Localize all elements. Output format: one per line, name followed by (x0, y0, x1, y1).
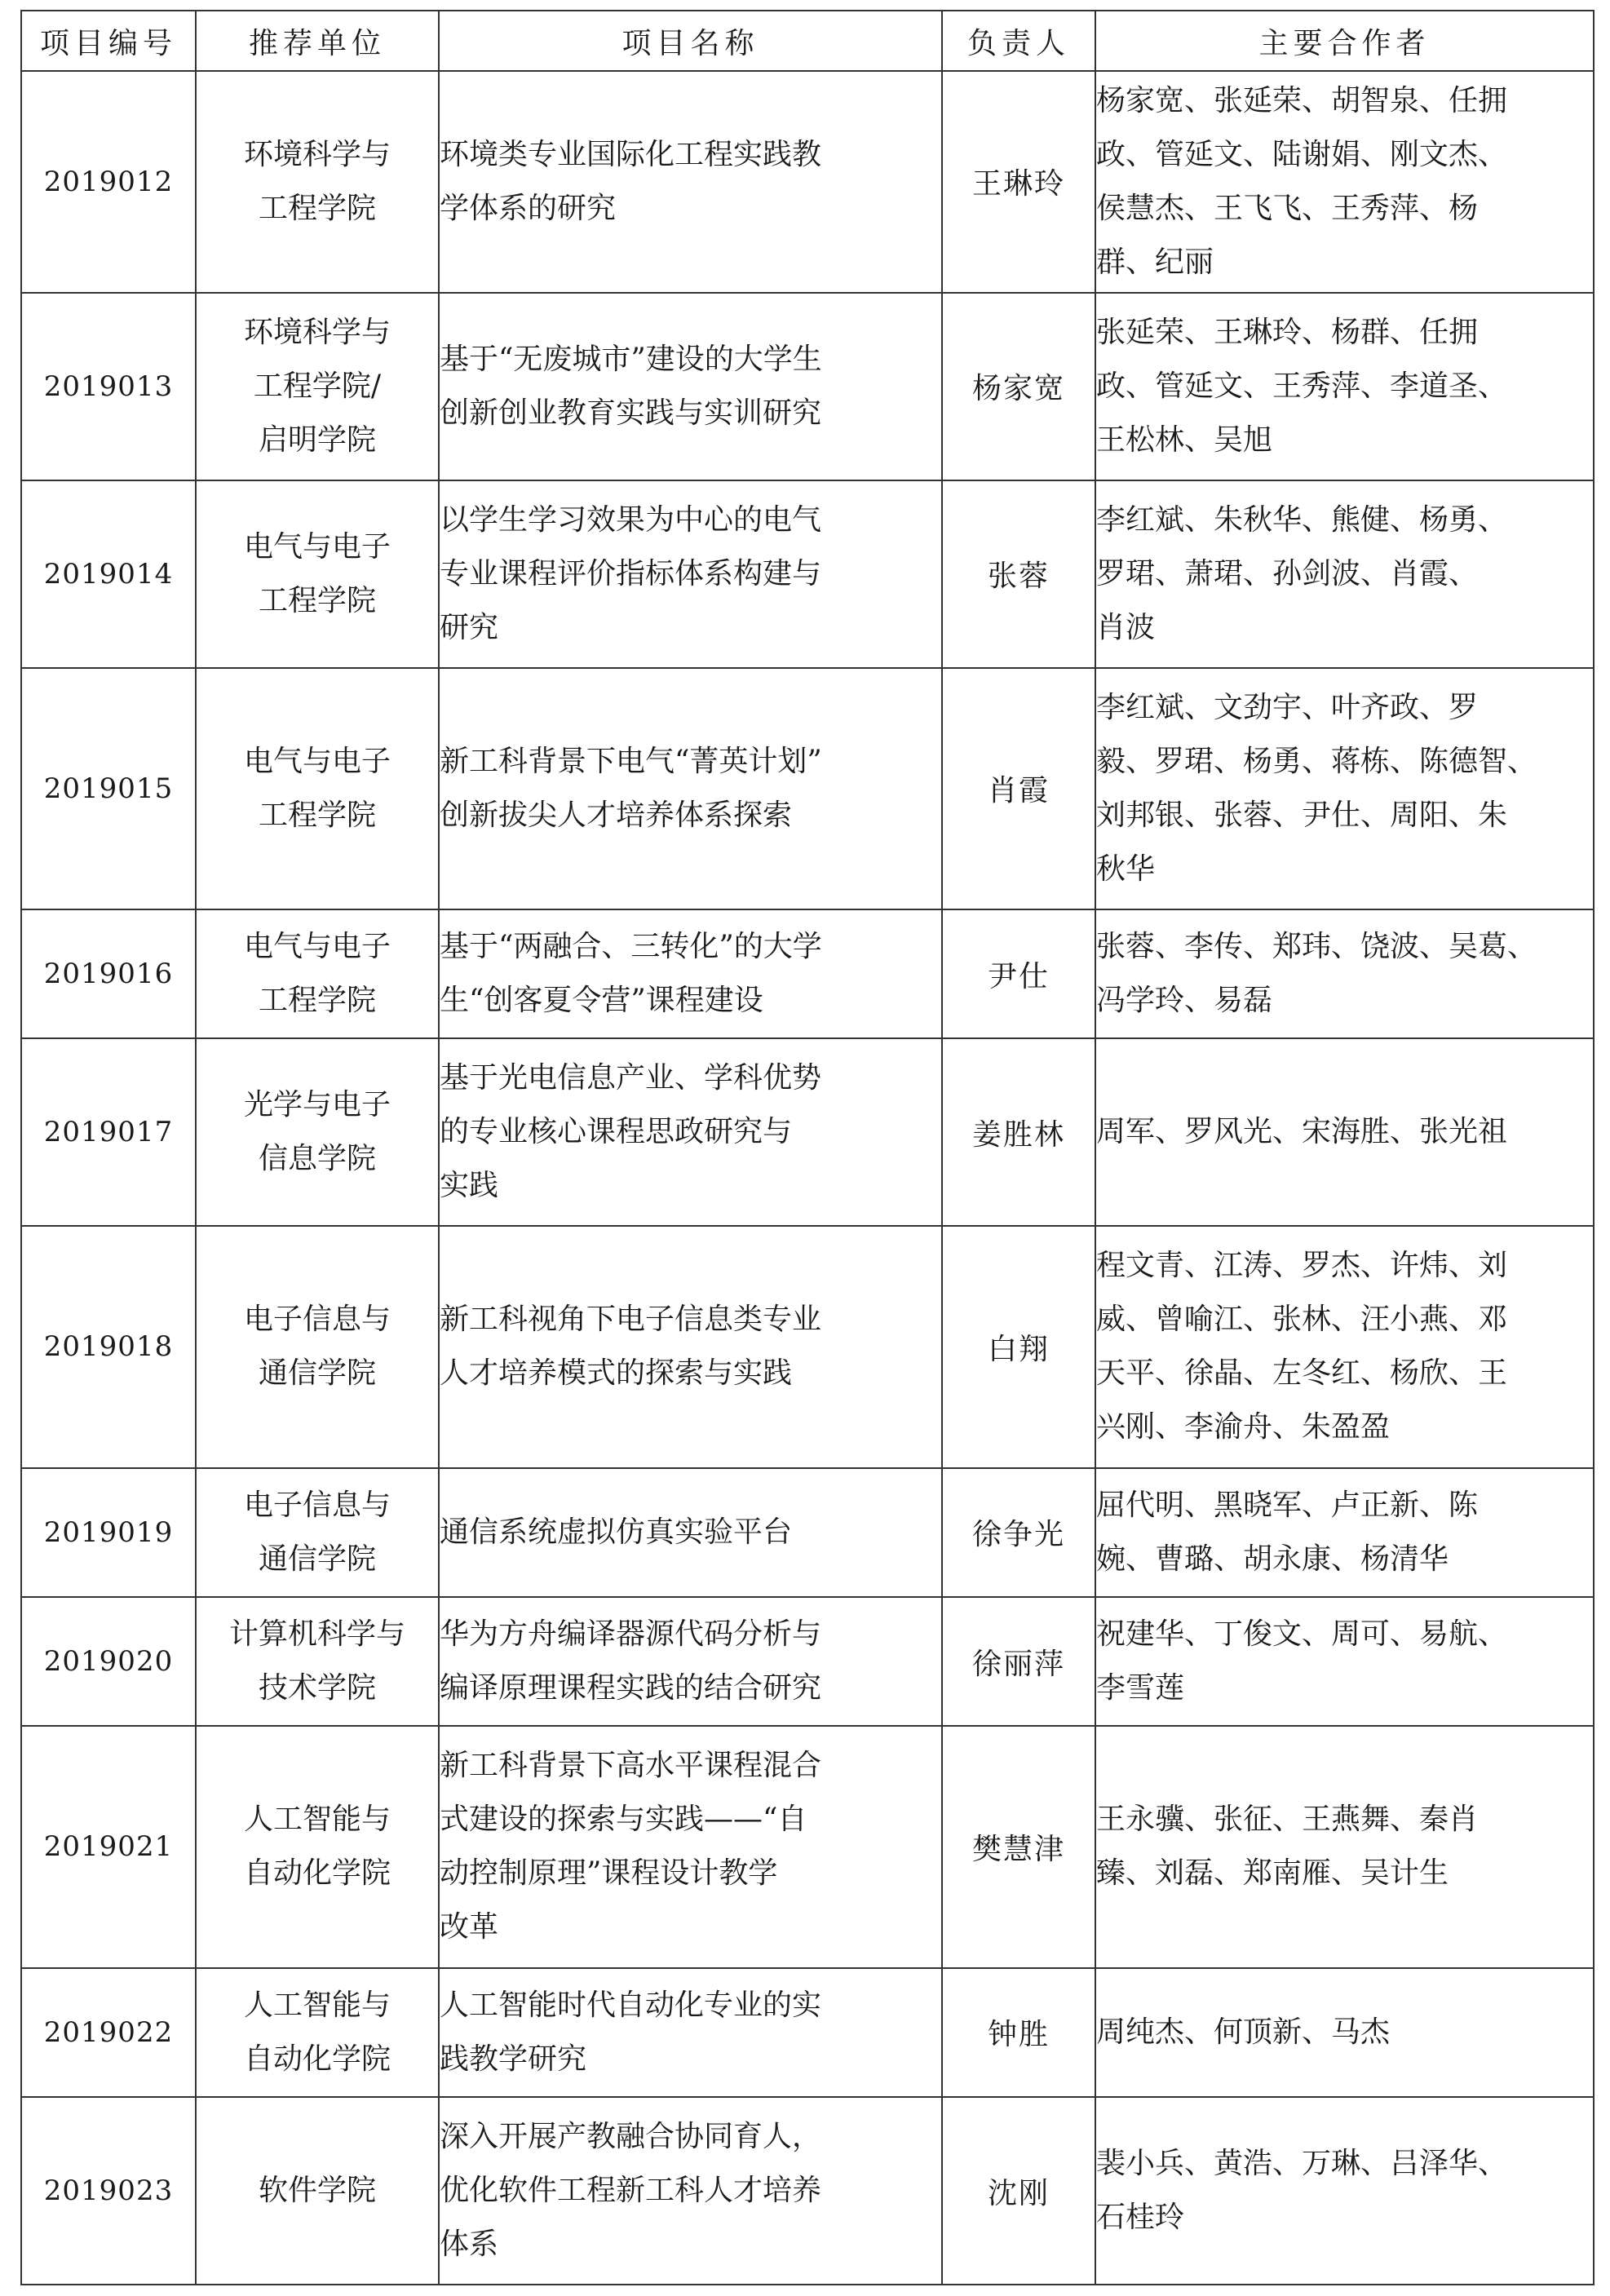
coauthors-cell-line: 臻、刘磊、郑南雁、吴计生 (1096, 1856, 1449, 1891)
project-name-cell-line: 通信系统虚拟仿真实验平台 (440, 1515, 793, 1549)
recommending-unit-cell-line: 光学与电子 (243, 1088, 391, 1122)
coauthors-cell (1095, 668, 1594, 909)
project-id-cell: 2019023 (21, 2097, 196, 2285)
coauthors-cell-line: 政、管延文、陆谢娟、刚文杰、 (1096, 137, 1508, 171)
header-coauthors: 主要合作者 (1095, 11, 1594, 71)
recommending-unit-cell-line: 电子信息与 (243, 1488, 391, 1522)
table-row (21, 909, 1594, 1038)
recommending-unit-cell-line: 工程学院 (258, 191, 376, 225)
project-id-cell: 2019015 (21, 668, 196, 909)
coauthors-cell-line: 周纯杰、何顶新、马杰 (1096, 2015, 1391, 2049)
coauthors-cell (1095, 1968, 1594, 2097)
coauthors-cell-line: 威、曾喻江、张林、汪小燕、邓 (1096, 1303, 1508, 1337)
leader-cell: 张蓉 (942, 480, 1095, 668)
project-name-cell (439, 1968, 942, 2097)
coauthors-cell-line: 兴刚、李渝舟、朱盈盈 (1096, 1410, 1391, 1444)
coauthors-cell (1095, 1038, 1594, 1226)
leader-cell: 肖霞 (942, 668, 1095, 909)
coauthors-cell-line: 天平、徐晶、左冬红、杨欣、王 (1096, 1356, 1508, 1391)
coauthors-cell-line: 屈代明、黑晓军、卢正新、陈 (1096, 1488, 1479, 1522)
project-name-cell (439, 1468, 942, 1597)
project-name-cell (439, 1226, 942, 1467)
leader-cell: 白翔 (942, 1226, 1095, 1467)
leader-cell: 杨家宽 (942, 293, 1095, 480)
project-id-cell: 2019018 (21, 1226, 196, 1467)
project-name-cell-line: 新工科视角下电子信息类专业 (440, 1303, 822, 1337)
recommending-unit-cell (196, 909, 439, 1038)
project-id-cell: 2019022 (21, 1968, 196, 2097)
project-name-cell-line: 基于“无废城市”建设的大学生 (440, 342, 822, 376)
leader-cell: 姜胜林 (942, 1038, 1095, 1226)
recommending-unit-cell-line: 工程学院 (258, 984, 376, 1018)
coauthors-cell-line: 裴小兵、黄浩、万琳、吕泽华、 (1096, 2147, 1508, 2180)
coauthors-cell-line: 侯慧杰、王飞飞、王秀萍、杨 (1096, 191, 1479, 225)
recommending-unit-cell-line: 人工智能与 (243, 1803, 391, 1837)
project-id-cell: 2019013 (21, 293, 196, 480)
project-id-cell: 2019012 (21, 71, 196, 293)
recommending-unit-cell (196, 1597, 439, 1726)
recommending-unit-cell-line: 环境科学与 (243, 315, 391, 349)
table-row (21, 71, 1594, 293)
recommending-unit-cell (196, 293, 439, 480)
table-row (21, 480, 1594, 668)
recommending-unit-cell-line: 软件学院 (258, 2174, 376, 2207)
project-name-cell-line: 编译原理课程实践的结合研究 (440, 1671, 822, 1705)
project-name-cell (439, 1597, 942, 1726)
leader-cell: 徐丽萍 (942, 1597, 1095, 1726)
project-id-cell: 2019016 (21, 909, 196, 1038)
recommending-unit-cell-line: 电气与电子 (243, 930, 391, 964)
recommending-unit-cell-line: 自动化学院 (243, 1856, 391, 1891)
coauthors-cell-line: 毅、罗珺、杨勇、蒋栋、陈德智、 (1096, 744, 1537, 778)
coauthors-cell (1095, 1226, 1594, 1467)
recommending-unit-cell (196, 1968, 439, 2097)
recommending-unit-cell (196, 71, 439, 293)
project-id-cell: 2019017 (21, 1038, 196, 1226)
recommending-unit-cell (196, 480, 439, 668)
header-recommending-unit: 推荐单位 (196, 11, 439, 71)
coauthors-cell-line: 刘邦银、张蓉、尹仕、周阳、朱 (1096, 798, 1508, 832)
recommending-unit-cell-line: 通信学院 (258, 1356, 376, 1391)
recommending-unit-cell-line: 工程学院 (258, 798, 376, 832)
recommending-unit-cell (196, 2097, 439, 2285)
table-row (21, 1726, 1594, 1967)
project-name-cell-line: 实践 (440, 1169, 499, 1203)
table-row (21, 293, 1594, 480)
table-row (21, 1597, 1594, 1726)
project-name-cell (439, 1726, 942, 1967)
coauthors-cell-line: 王永骥、张征、王燕舞、秦肖 (1096, 1803, 1479, 1837)
project-name-cell-line: 华为方舟编译器源代码分析与 (440, 1617, 822, 1652)
project-name-cell (439, 293, 942, 480)
coauthors-cell-line: 杨家宽、张延荣、胡智泉、任拥 (1096, 83, 1508, 117)
recommending-unit-cell-line: 电气与电子 (243, 529, 391, 564)
recommending-unit-cell-line: 自动化学院 (243, 2042, 391, 2076)
project-name-cell (439, 1038, 942, 1226)
recommending-unit-cell (196, 1226, 439, 1467)
leader-cell: 尹仕 (942, 909, 1095, 1038)
coauthors-cell-line: 王松林、吴旭 (1096, 422, 1273, 457)
recommending-unit-cell (196, 1038, 439, 1226)
project-name-cell-line: 研究 (440, 610, 499, 644)
project-name-cell (439, 480, 942, 668)
project-name-cell-line: 改革 (440, 1910, 499, 1944)
coauthors-cell-line: 冯学玲、易磊 (1096, 984, 1273, 1018)
table-row (21, 2097, 1594, 2285)
project-name-cell-line: 专业课程评价指标体系构建与 (440, 556, 822, 591)
coauthors-cell (1095, 2097, 1594, 2285)
leader-cell: 钟胜 (942, 1968, 1095, 2097)
table-row (21, 668, 1594, 909)
project-id-cell: 2019020 (21, 1597, 196, 1726)
recommending-unit-cell-line: 工程学院 (258, 583, 376, 617)
project-id-cell: 2019014 (21, 480, 196, 668)
project-name-cell-line: 式建设的探索与实践——“自 (440, 1803, 807, 1837)
leader-cell: 樊慧津 (942, 1726, 1095, 1967)
table-row (21, 1468, 1594, 1597)
recommending-unit-cell-line: 环境科学与 (243, 137, 391, 171)
project-name-cell-line: 的专业核心课程思政研究与 (440, 1115, 793, 1149)
project-name-cell (439, 668, 942, 909)
project-id-cell: 2019021 (21, 1726, 196, 1967)
project-name-cell-line: 以学生学习效果为中心的电气 (440, 502, 822, 537)
coauthors-cell-line: 群、纪丽 (1096, 245, 1214, 279)
project-name-cell-line: 人工智能时代自动化专业的实 (440, 1988, 822, 2022)
header-leader: 负责人 (942, 11, 1095, 71)
project-name-cell-line: 创新创业教育实践与实训研究 (440, 396, 822, 430)
project-id-cell: 2019019 (21, 1468, 196, 1597)
recommending-unit-cell-line: 电气与电子 (243, 744, 391, 778)
table-row (21, 1038, 1594, 1226)
table-row (21, 1226, 1594, 1467)
coauthors-cell-line: 张蓉、李传、郑玮、饶波、吴葛、 (1096, 930, 1537, 964)
project-name-cell-line: 优化软件工程新工科人才培养 (440, 2174, 822, 2207)
header-project-id: 项目编号 (21, 11, 196, 71)
coauthors-cell (1095, 1726, 1594, 1967)
recommending-unit-cell-line: 信息学院 (258, 1142, 376, 1176)
coauthors-cell (1095, 293, 1594, 480)
project-name-cell-line: 新工科背景下高水平课程混合 (440, 1749, 822, 1783)
coauthors-cell (1095, 480, 1594, 668)
project-name-cell-line: 人才培养模式的探索与实践 (440, 1356, 793, 1391)
coauthors-cell (1095, 71, 1594, 293)
table-row (21, 1968, 1594, 2097)
coauthors-cell (1095, 909, 1594, 1038)
recommending-unit-cell-line: 人工智能与 (243, 1988, 391, 2022)
project-name-cell-line: 学体系的研究 (440, 191, 617, 225)
coauthors-cell-line: 张延荣、王琳玲、杨群、任拥 (1096, 315, 1479, 349)
coauthors-cell (1095, 1468, 1594, 1597)
project-name-cell-line: 践教学研究 (440, 2042, 587, 2076)
coauthors-cell (1095, 1597, 1594, 1726)
project-name-cell-line: 基于光电信息产业、学科优势 (440, 1061, 822, 1095)
coauthors-cell-line: 李红斌、文劲宇、叶齐政、罗 (1096, 690, 1479, 724)
recommending-unit-cell-line: 计算机科学与 (228, 1617, 405, 1652)
project-table (20, 10, 1595, 2285)
recommending-unit-cell-line: 工程学院/ (253, 369, 382, 403)
project-name-cell-line: 创新拔尖人才培养体系探索 (440, 798, 793, 832)
recommending-unit-cell-line: 电子信息与 (243, 1303, 391, 1337)
coauthors-cell-line: 秋华 (1096, 852, 1156, 886)
coauthors-cell-line: 周军、罗风光、宋海胜、张光祖 (1096, 1115, 1508, 1149)
project-name-cell-line: 动控制原理”课程设计教学 (440, 1856, 778, 1891)
project-name-cell (439, 71, 942, 293)
recommending-unit-cell-line: 通信学院 (258, 1542, 376, 1576)
project-name-cell-line: 生“创客夏令营”课程建设 (440, 984, 763, 1018)
recommending-unit-cell (196, 1726, 439, 1967)
project-name-cell-line: 环境类专业国际化工程实践教 (440, 137, 822, 171)
recommending-unit-cell-line: 启明学院 (258, 422, 376, 457)
project-name-cell (439, 909, 942, 1038)
coauthors-cell-line: 程文青、江涛、罗杰、许炜、刘 (1096, 1249, 1508, 1283)
table-header-row (21, 11, 1594, 71)
header-project-name: 项目名称 (439, 11, 942, 71)
recommending-unit-cell-line: 技术学院 (258, 1671, 376, 1705)
coauthors-cell-line: 李红斌、朱秋华、熊健、杨勇、 (1096, 502, 1508, 537)
project-name-cell-line: 基于“两融合、三转化”的大学 (440, 930, 822, 964)
recommending-unit-cell (196, 1468, 439, 1597)
coauthors-cell-line: 肖波 (1096, 610, 1156, 644)
leader-cell: 沈刚 (942, 2097, 1095, 2285)
leader-cell: 徐争光 (942, 1468, 1095, 1597)
leader-cell: 王琳玲 (942, 71, 1095, 293)
coauthors-cell-line: 政、管延文、王秀萍、李道圣、 (1096, 369, 1508, 403)
coauthors-cell-line: 石桂玲 (1096, 2201, 1185, 2234)
coauthors-cell-line: 罗珺、萧珺、孙剑波、肖霞、 (1096, 556, 1479, 591)
project-name-cell-line: 新工科背景下电气“菁英计划” (440, 744, 822, 778)
project-name-cell-line: 深入开展产教融合协同育人， (440, 2120, 822, 2153)
recommending-unit-cell (196, 668, 439, 909)
coauthors-cell-line: 李雪莲 (1096, 1671, 1185, 1705)
project-name-cell-line: 体系 (440, 2227, 499, 2261)
project-name-cell (439, 2097, 942, 2285)
coauthors-cell-line: 祝建华、丁俊文、周可、易航、 (1096, 1617, 1508, 1652)
coauthors-cell-line: 婉、曹璐、胡永康、杨清华 (1096, 1542, 1449, 1576)
